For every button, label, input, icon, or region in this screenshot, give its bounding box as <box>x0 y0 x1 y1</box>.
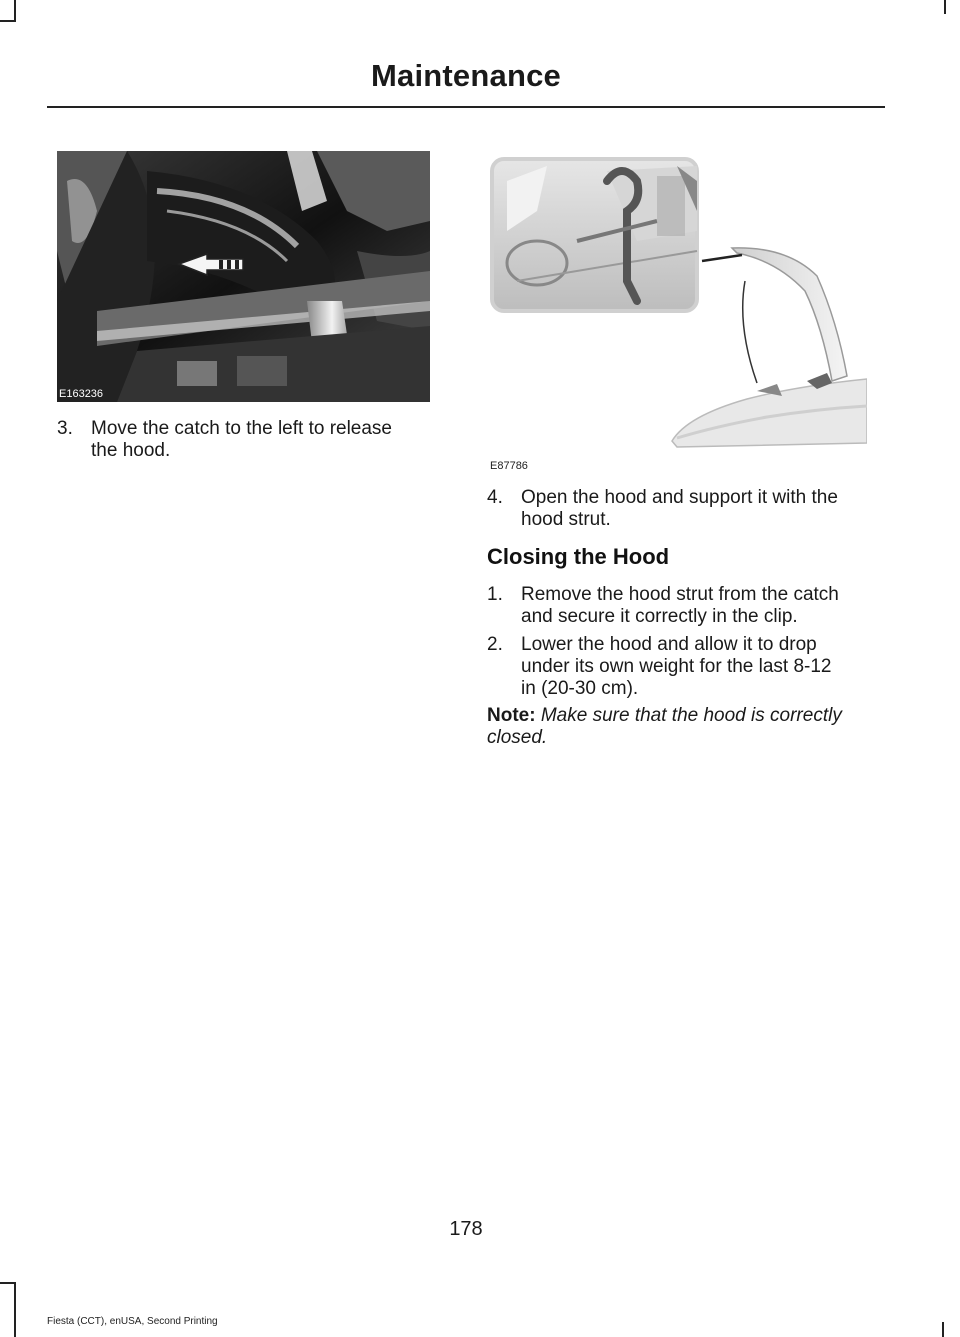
crop-mark-bottom-left-h <box>0 1282 16 1284</box>
hood-strut-illustration <box>487 151 867 451</box>
figure-code-right: E87786 <box>490 460 528 472</box>
step-text-line: Remove the hood strut from the catch <box>521 584 839 605</box>
step-text <box>521 634 832 700</box>
hood-catch-figure <box>57 151 430 402</box>
hood-catch-illustration <box>57 151 430 402</box>
step-text-line: the hood. <box>91 440 171 461</box>
note-text <box>487 705 842 748</box>
page-title: Maintenance <box>371 58 561 93</box>
step-text-line: and secure it correctly in the clip. <box>521 606 798 627</box>
step-text <box>91 418 392 462</box>
step-text-line: Move the catch to the left to release <box>91 418 393 439</box>
page-number: 178 <box>449 1218 483 1240</box>
step-text-line: hood strut. <box>521 509 611 530</box>
header-divider <box>47 106 885 108</box>
hood-strut-figure <box>487 151 867 476</box>
note-label: Note: <box>487 705 536 726</box>
crop-mark-bottom-left-v <box>14 1284 16 1337</box>
footer-publication-info: Fiesta (CCT), enUSA, Second Printing <box>47 1316 218 1327</box>
crop-mark-bottom-right <box>942 1322 944 1337</box>
step-number: 4. <box>487 487 503 508</box>
step-number: 3. <box>57 418 73 439</box>
step-text-line: Lower the hood and allow it to drop <box>521 634 817 655</box>
note-text-line: closed. <box>487 727 548 748</box>
note <box>487 705 887 749</box>
step-number: 1. <box>487 584 503 605</box>
crop-mark-top-left-v <box>14 0 16 22</box>
crop-mark-top-left-h <box>0 20 16 22</box>
step-text-line: under its own weight for the last 8-12 <box>521 656 832 677</box>
section-heading-closing-hood: Closing the Hood <box>487 544 670 569</box>
step-number: 2. <box>487 634 503 655</box>
step-text <box>521 584 839 628</box>
crop-mark-top-right <box>944 0 946 14</box>
figure-code-left: E163236 <box>59 388 104 400</box>
step-text <box>521 487 838 531</box>
note-text-line: Make sure that the hood is correctly <box>540 705 842 726</box>
step-text-line: in (20-30 cm). <box>521 678 639 699</box>
step-text-line: Open the hood and support it with the <box>521 487 838 508</box>
